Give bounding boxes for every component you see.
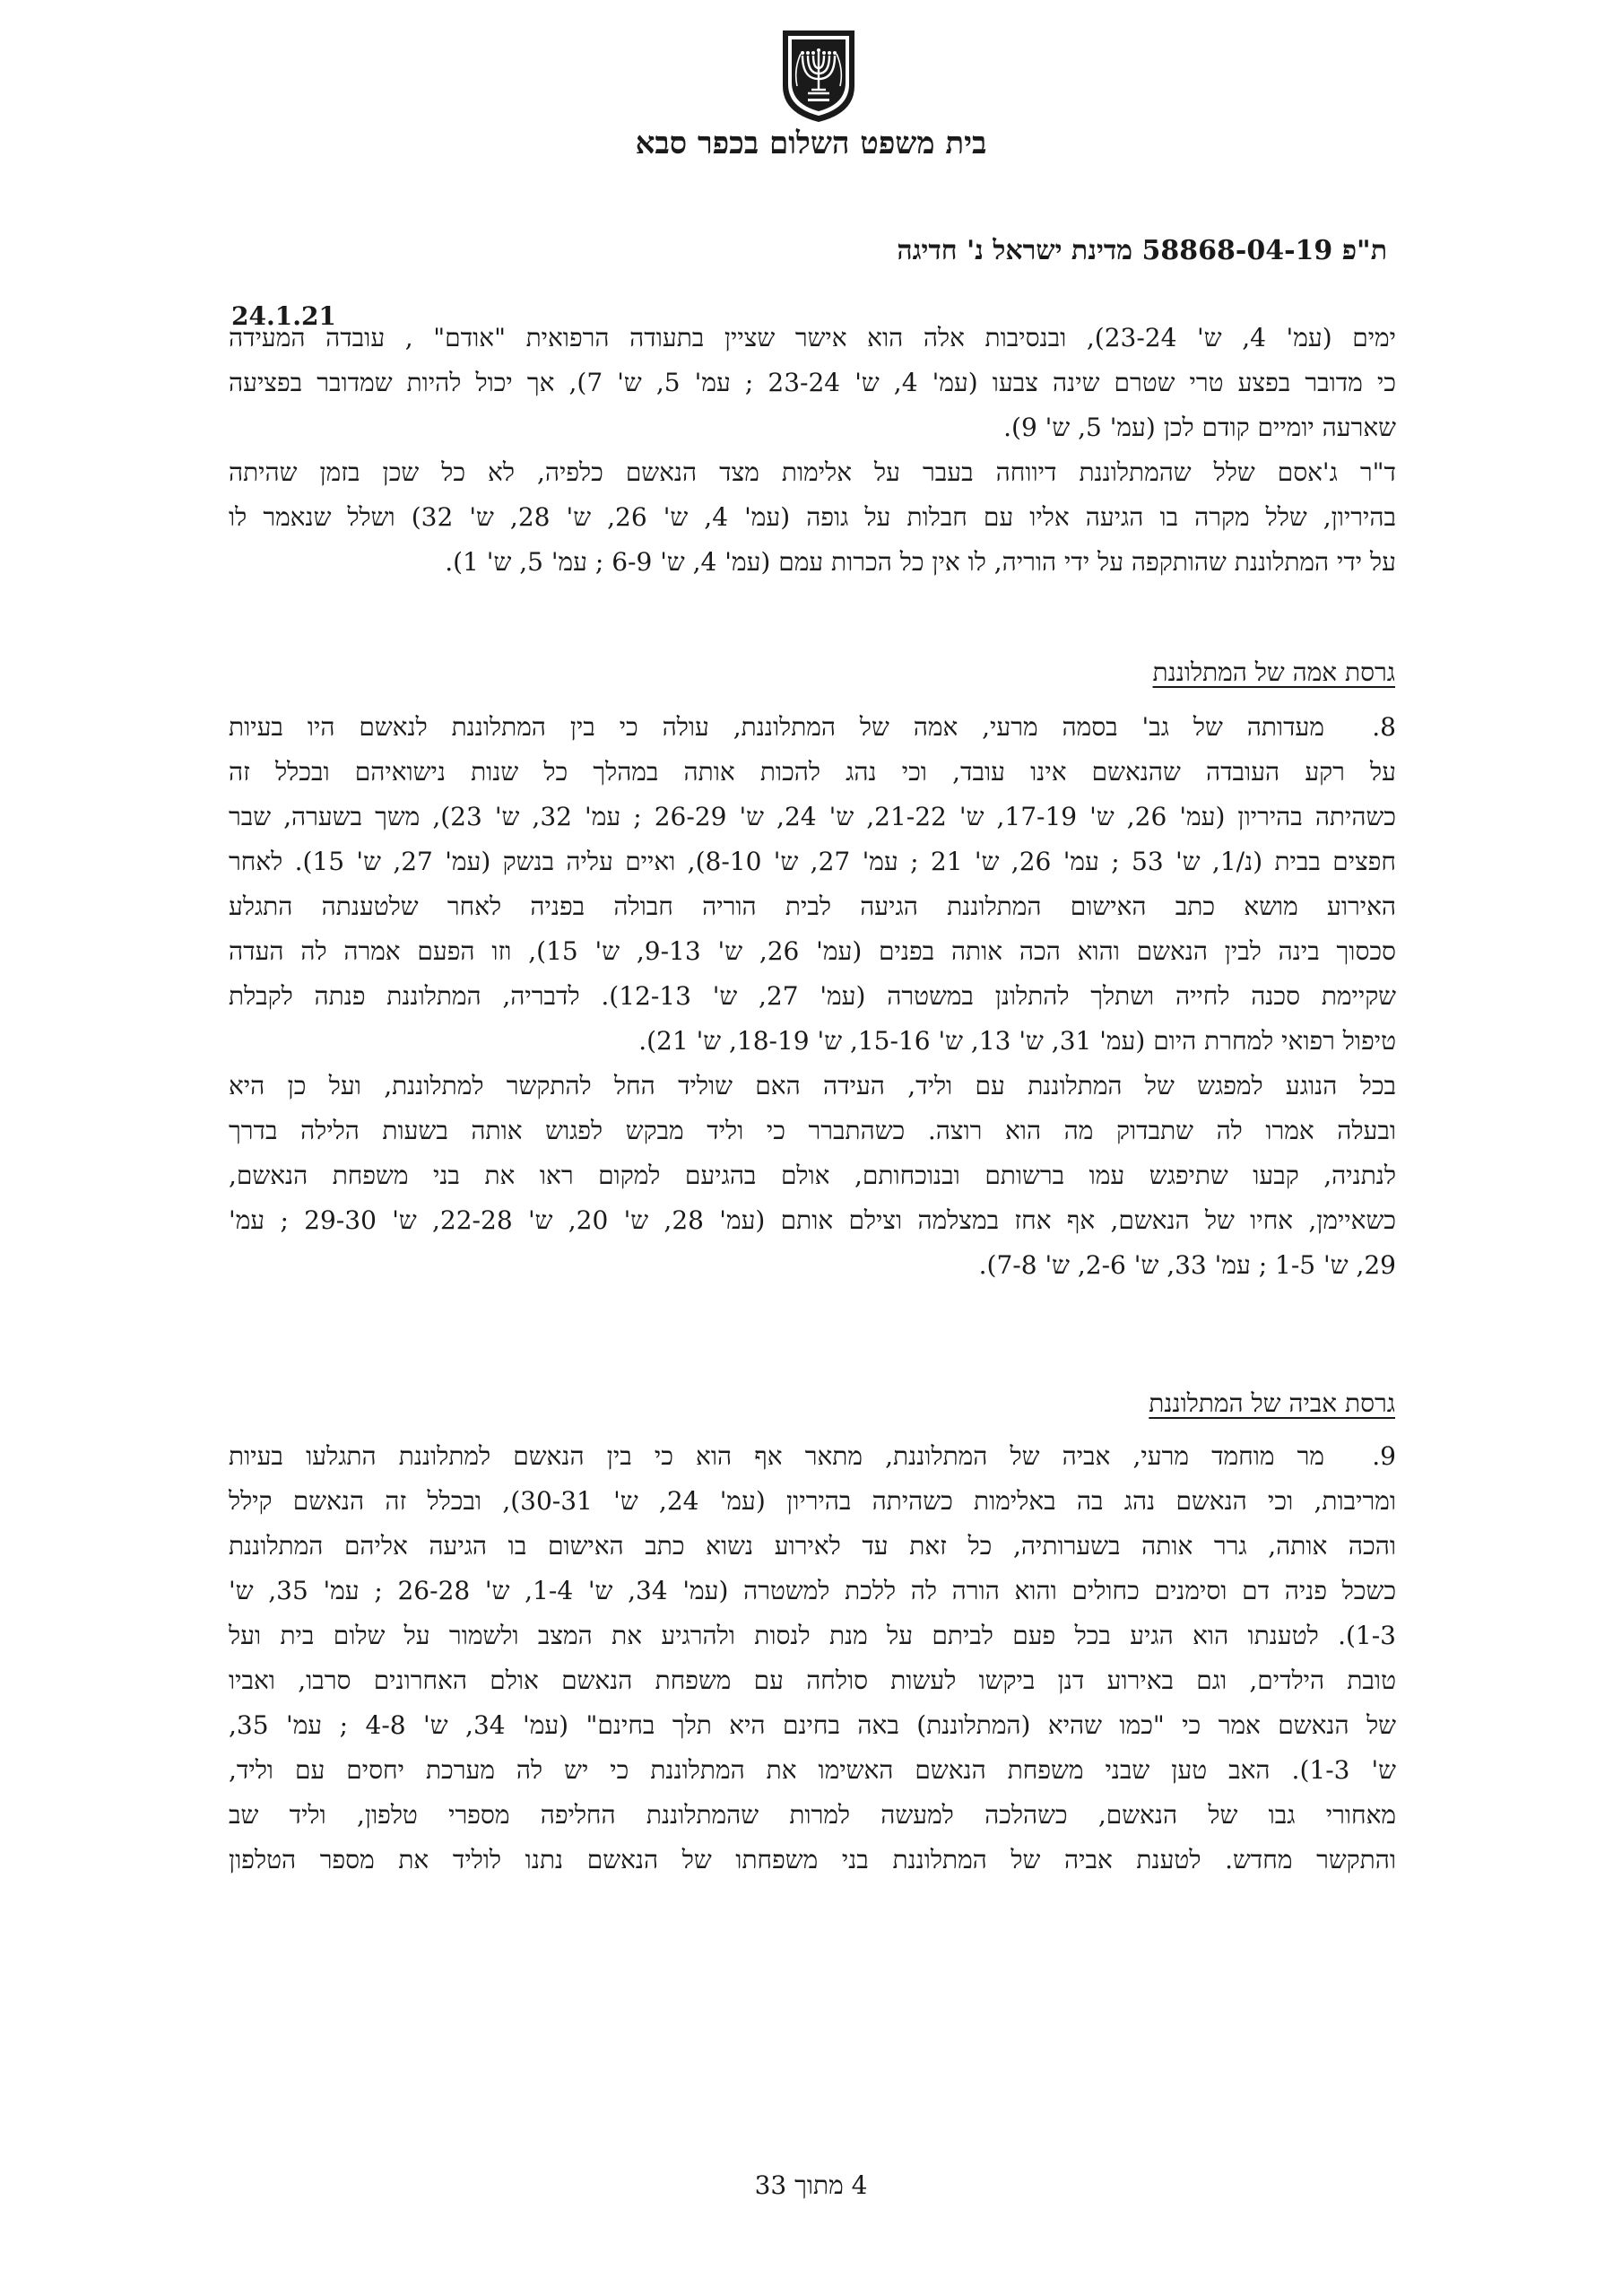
paragraph-number: 9.	[1372, 1441, 1396, 1471]
text-line: האירוע מושא כתב האישום המתלוננת הגיעה לבית הוריה חבולה בפניה לאחר שלטענתה התגלע	[229, 891, 1396, 921]
text-line: טיפול רפואי למחרת היום (עמ' 31, ש' 13, ש' 15-16, ש' 18-19, ש' 21).	[638, 1026, 1396, 1056]
text-line: על רקע העובדה שהנאשם אינו עובד, וכי נהג להכות אותה במהלך כל שנות נישואיהם ובכלל זה	[229, 757, 1396, 787]
text-line: כי מדובר בפצע טרי שטרם שינה צבעו (עמ' 4, ש' 23-24 ; עמ' 5, ש' 7), אך יכול להיות שמדובר בפציעה	[229, 368, 1396, 397]
intro-paragraph	[229, 316, 1396, 585]
text-line: 29, ש' 1-5 ; עמ' 33, ש' 2-6, ש' 7-8).	[978, 1250, 1396, 1280]
text-line: לנתניה, קבעו שתיפגש עמו ברשותם ובנוכחותם, אולם בהגיעם למקום ראו את בני משפחת הנאשם,	[229, 1161, 1396, 1190]
court-name: בית משפט השלום בכפר סבא	[635, 126, 987, 161]
text-line: והכה אותה, גרר אותה בשערותיה, כל זאת עד לאירוע נשוא כתב האישום בו הגיעה אליהם המתלוננת	[229, 1531, 1396, 1561]
document-date: 24.1.21	[231, 301, 336, 331]
father-testimony-paragraph	[229, 1434, 1396, 1883]
text-line: והתקשר מחדש. לטענת אביה של המתלוננת בני משפחתו של הנאשם נתנו לוליד את מספר הטלפון	[229, 1845, 1396, 1874]
text-line: ומריבות, וכי הנאשם נהג בה באלימות כשהיתה בהיריון (עמ' 24, ש' 30-31), ובכלל זה הנאשם קילל	[229, 1486, 1396, 1516]
text-line: ובעלה אמרו לה שתבדוק מה הוא רוצה. כשהתברר כי וליד מבקש לפגוש אותה בשעות הלילה בדרך	[229, 1116, 1396, 1145]
text-line: ימים (עמ' 4, ש' 23-24), ובנסיבות אלה הוא אישר שציין בתעודה הרפואית "אודם" , עובדה המעידה	[229, 323, 1396, 352]
text-line: כשהיתה בהיריון (עמ' 26, ש' 17-19, ש' 21-22, ש' 24, ש' 26-29 ; עמ' 32, ש' 23), משך בשערה, שבר	[229, 802, 1396, 831]
text-line: שקיימת סכנה לחייה ושתלך להתלונן במשטרה (עמ' 27, ש' 12-13). לדבריה, המתלוננת פנתה לקבלת	[229, 981, 1396, 1011]
text-line: בהיריון, שלל מקרה בו הגיעה אליו עם חבלות על גופה (עמ' 4, ש' 26, ש' 28, ש' 32) ושלל שנאמר לו	[229, 502, 1396, 532]
section-heading-mother: גרסת אמה של המתלוננת	[1152, 657, 1395, 687]
text-line: ש' 1-3). האב טען שבני משפחת הנאשם האשימו את המתלוננת כי יש לה מערכת יחסים עם וליד,	[229, 1755, 1396, 1785]
text-line: ד"ר ג'אסם שלל שהמתלוננת דיווחה בעבר על אלימות מצד הנאשם כלפיה, לא כל שכן בזמן שהיתה	[229, 457, 1396, 487]
text-line: כשכל פניה דם וסימנים כחולים והוא הורה לה ללכת למשטרה (עמ' 34, ש' 1-4, ש' 26-28 ; עמ' 35, ש'	[229, 1576, 1396, 1605]
text-line: שארעה יומיים קודם לכן (עמ' 5, ש' 9).	[1003, 413, 1396, 442]
paragraph-number: 8.	[1372, 712, 1396, 742]
text-line: חפצים בבית (נ/1, ש' 53 ; עמ' 26, ש' 21 ; עמ' 27, ש' 8-10), ואיים עליה בנשק (עמ' 27, ש' 15). לאחר	[229, 847, 1396, 876]
text-line	[229, 705, 1396, 750]
text-line: בכל הנוגע למפגש של המתלוננת עם וליד, העידה האם שוליד החל להתקשר למתלוננת, ועל כן היא	[229, 1071, 1396, 1100]
text-line-content: מר מוחמד מרעי, אביה של המתלוננת, מתאר אף הוא כי בין הנאשם למתלוננת התגלעו בעיות	[229, 1441, 1324, 1471]
text-line: סכסוך בינה לבין הנאשם והוא הכה אותה בפנים (עמ' 26, ש' 9-13, ש' 15), וזו הפעם אמרה לה העדה	[229, 936, 1396, 966]
text-line	[229, 1434, 1396, 1479]
menorah-emblem-icon	[776, 27, 862, 124]
text-line-content: מעדותה של גב' בסמה מרעי, אמה של המתלוננת, עולה כי בין המתלוננת לנאשם היו בעיות	[229, 712, 1324, 742]
case-title: ת"פ 58868-04-19 מדינת ישראל נ' חדיגה	[897, 235, 1387, 266]
page-number: 4 מתוך 33	[754, 2170, 868, 2200]
text-line: מאחורי גבו של הנאשם, כשהלכה למעשה למרות שהמתלוננת החליפה מספרי טלפון, וליד שב	[229, 1800, 1396, 1830]
mother-testimony-paragraph	[229, 705, 1396, 1288]
text-line: 1-3). לטענתו הוא הגיע בכל פעם לביתם על מנת לנסות ולהרגיע את המצב ולשמור על שלום בית ועל	[229, 1621, 1396, 1650]
text-line: של הנאשם אמר כי "כמו שהיא (המתלוננת) באה בחינם היא תלך בחינם" (עמ' 34, ש' 4-8 ; עמ' 35,	[229, 1710, 1396, 1740]
section-heading-father: גרסת אביה של המתלוננת	[1149, 1388, 1395, 1418]
text-line: על ידי המתלוננת שהותקפה על ידי הוריה, לו אין כל הכרות עמם (עמ' 4, ש' 6-9 ; עמ' 5, ש' 1).	[445, 547, 1396, 577]
text-line: כשאיימן, אחיו של הנאשם, אף אחז במצלמה וצילם אותם (עמ' 28, ש' 20, ש' 22-28, ש' 29-30 ; עמ'	[229, 1205, 1396, 1235]
text-line: טובת הילדים, וגם באירוע דנן ביקשו לעשות סולחה עם משפחת הנאשם אולם האחרונים סרבו, ואביו	[229, 1665, 1396, 1695]
